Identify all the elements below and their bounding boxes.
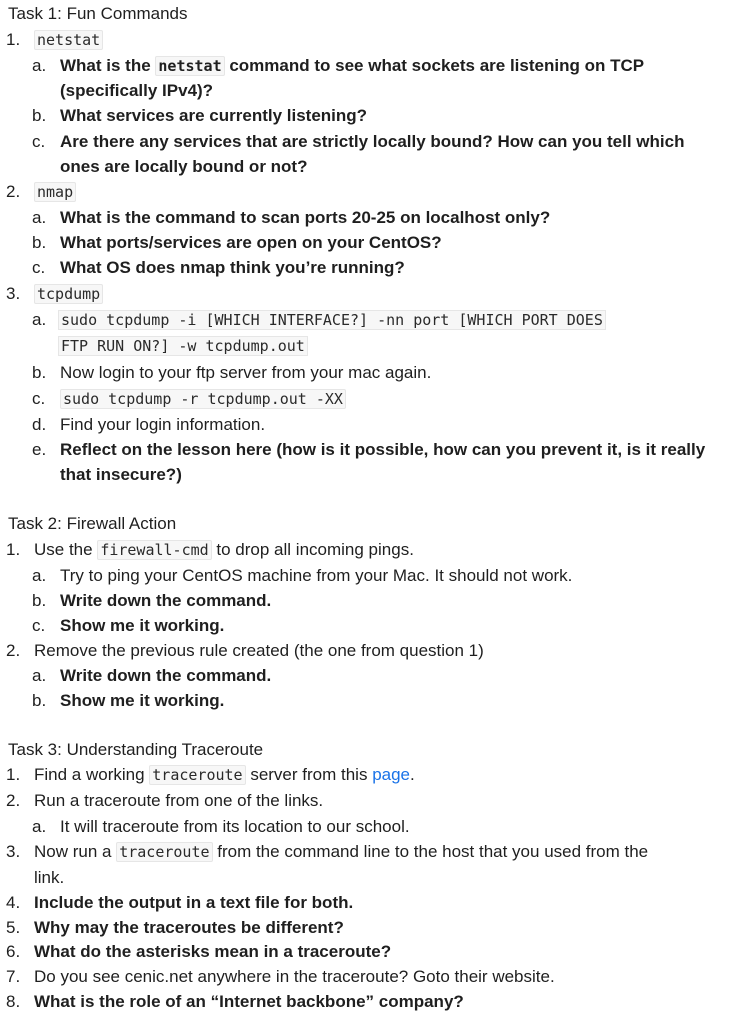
traceroute-code: traceroute: [149, 765, 245, 785]
task2-item1-b-letter: b.: [32, 591, 47, 610]
task1-item2-a: What is the command to scan ports 20-25 on localhost only?: [60, 208, 551, 227]
task3-item2-number: 2.: [6, 791, 21, 810]
task1-item2-b-letter: b.: [32, 233, 47, 252]
task1-item3-d-letter: d.: [32, 415, 47, 434]
task3-item8-number: 8.: [6, 992, 21, 1011]
tcpdump-code: tcpdump: [34, 284, 103, 304]
task1-item3-a-letter: a.: [32, 310, 47, 329]
task1-item1-a-letter: a.: [32, 56, 47, 75]
task3-item8: What is the role of an “Internet backbone” company?: [34, 992, 464, 1011]
task1-item2-a-letter: a.: [32, 208, 47, 227]
task1-item3-d: Find your login information.: [60, 415, 266, 434]
task2-item2-b-letter: b.: [32, 691, 47, 710]
item-text: Now run a: [34, 842, 117, 861]
task3-item2-a-letter: a.: [32, 817, 47, 836]
task2-item1-number: 1.: [6, 540, 21, 559]
task1-item2-c: What OS does nmap think you’re running?: [60, 258, 405, 277]
code-line-1: sudo tcpdump -i [WHICH INTERFACE?] -nn port [WHICH PORT DOES: [58, 310, 606, 330]
task1-item3-number: 3.: [6, 284, 21, 303]
task2-title: Task 2: Firewall Action: [8, 514, 177, 533]
task3-item2: Run a traceroute from one of the links.: [34, 791, 324, 810]
task2-item1-a-letter: a.: [32, 566, 47, 585]
q-text: What is the: [60, 56, 156, 75]
task1-title: Task 1: Fun Commands: [8, 4, 188, 23]
task3-item3-cont: link.: [34, 868, 65, 887]
netstat-code: netstat: [34, 30, 103, 50]
task1-item1-a-cont: (specifically IPv4)?: [60, 81, 214, 100]
task1-item1: [34, 27, 103, 53]
task3-item5: Why may the traceroutes be different?: [34, 918, 344, 937]
q-text: command to see what sockets are listening on TCP: [224, 56, 645, 75]
task3-item7-number: 7.: [6, 967, 21, 986]
tcpdump-read-command: sudo tcpdump -r tcpdump.out -XX: [60, 389, 346, 409]
task3-item6-number: 6.: [6, 942, 21, 961]
task3-item1: [34, 762, 415, 788]
task2-item1-c: Show me it working.: [60, 616, 225, 635]
task1-item3-b-letter: b.: [32, 363, 47, 382]
item-text: from the command line to the host that you used from the: [212, 842, 649, 861]
task3-item2-a: It will traceroute from its location to our school.: [60, 817, 410, 836]
task1-item1-b: What services are currently listening?: [60, 106, 368, 125]
item-text: Find a working: [34, 765, 150, 784]
task2-item2-a-letter: a.: [32, 666, 47, 685]
task1-item3-c: [60, 386, 346, 412]
task2-item2-a: Write down the command.: [60, 666, 272, 685]
task3-item3-number: 3.: [6, 842, 21, 861]
task3-item5-number: 5.: [6, 918, 21, 937]
netstat-inline-code: netstat: [155, 56, 224, 76]
task3-item1-number: 1.: [6, 765, 21, 784]
task3-title: Task 3: Understanding Traceroute: [8, 740, 264, 759]
task3-item6: What do the asterisks mean in a traceroute?: [34, 942, 392, 961]
task1-item3-e: Reflect on the lesson here (how is it possible, how can you prevent it, is it really: [60, 440, 706, 459]
task1-item1-number: 1.: [6, 30, 21, 49]
task1-item1-c-letter: c.: [32, 132, 46, 151]
traceroute-code: traceroute: [116, 842, 212, 862]
task1-item3-e-cont: that insecure?): [60, 465, 182, 484]
task1-item1-c: Are there any services that are strictly locally bound? How can you tell which: [60, 132, 685, 151]
task3-item4: Include the output in a text file for both.: [34, 893, 354, 912]
task2-item1-a: Try to ping your CentOS machine from your Mac. It should not work.: [60, 566, 573, 585]
code-line-2: FTP RUN ON?] -w tcpdump.out: [58, 336, 308, 356]
task3-item3: [34, 839, 648, 865]
item-text: .: [410, 765, 415, 784]
task1-item3-e-letter: e.: [32, 440, 47, 459]
task2-item1-b: Write down the command.: [60, 591, 272, 610]
task2-item1-c-letter: c.: [32, 616, 46, 635]
item-text: server from this: [245, 765, 373, 784]
task1-item2-number: 2.: [6, 182, 21, 201]
item-text: Use the: [34, 540, 98, 559]
firewall-cmd-code: firewall-cmd: [97, 540, 211, 560]
task1-item3: [34, 281, 103, 307]
task1-item2-c-letter: c.: [32, 258, 46, 277]
tcpdump-capture-command: [58, 307, 606, 359]
task2-item2: Remove the previous rule created (the one from question 1): [34, 641, 484, 660]
task3-item4-number: 4.: [6, 893, 21, 912]
task2-item2-b: Show me it working.: [60, 691, 225, 710]
task1-item2-b: What ports/services are open on your CentOS?: [60, 233, 442, 252]
task1-item3-c-letter: c.: [32, 389, 46, 408]
task3-item7: Do you see cenic.net anywhere in the traceroute? Goto their website.: [34, 967, 555, 986]
task1-item1-b-letter: b.: [32, 106, 47, 125]
task1-item1-a: [60, 53, 644, 79]
task2-item1: [34, 537, 414, 563]
nmap-code: nmap: [34, 182, 76, 202]
item-text: to drop all incoming pings.: [211, 540, 414, 559]
task1-item1-c-cont: ones are locally bound or not?: [60, 157, 308, 176]
task1-item2: [34, 179, 76, 205]
task2-item2-number: 2.: [6, 641, 21, 660]
page-link[interactable]: page: [372, 765, 411, 784]
task1-item3-b: Now login to your ftp server from your mac again.: [60, 363, 432, 382]
